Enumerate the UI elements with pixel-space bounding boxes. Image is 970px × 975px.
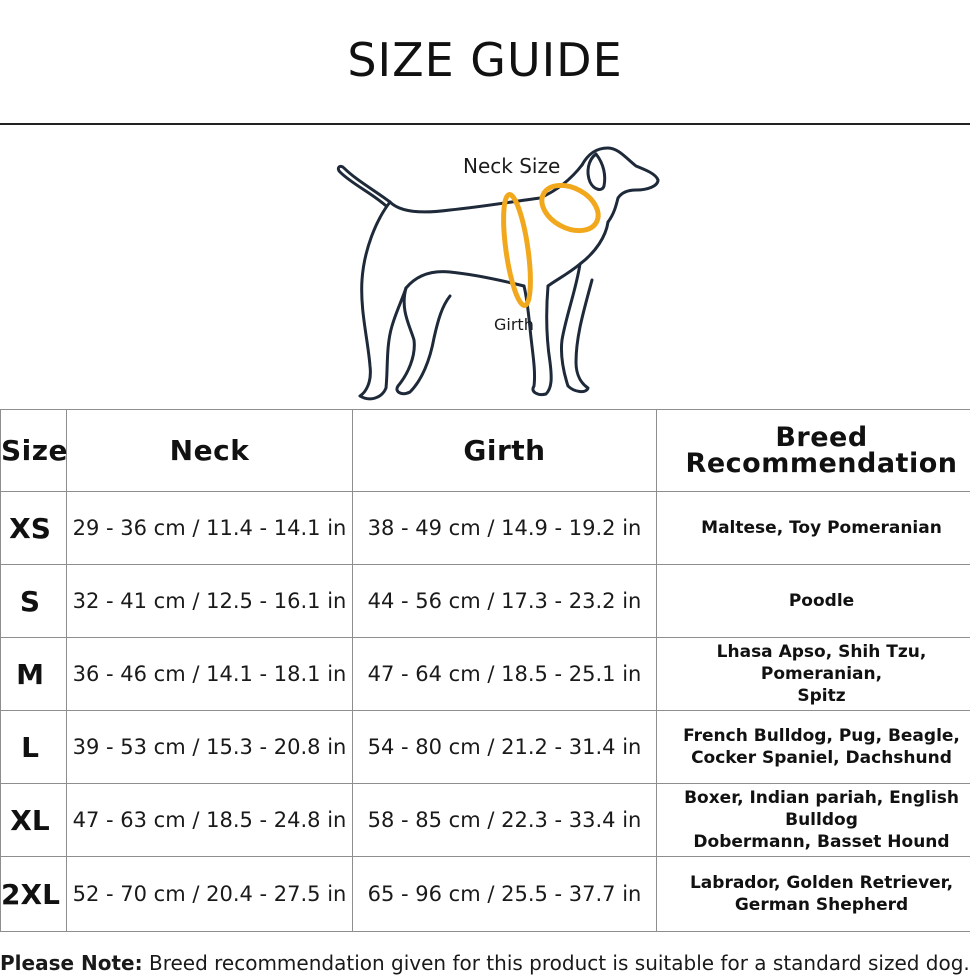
neck-cell: 52 - 70 cm / 20.4 - 27.5 in (67, 857, 353, 932)
header-girth: Girth (353, 410, 657, 492)
header-neck: Neck (67, 410, 353, 492)
breed-line: Dobermann, Basset Hound (657, 831, 970, 853)
girth-measure-band (498, 193, 535, 307)
breed-cell (657, 565, 970, 638)
breed-line: German Shepherd (657, 894, 970, 916)
table-row (1, 711, 970, 784)
girth-label: Girth (494, 315, 534, 334)
girth-cell: 54 - 80 cm / 21.2 - 31.4 in (353, 711, 657, 784)
size-value: L (1, 731, 59, 764)
neck-measure-band (534, 176, 606, 239)
table-row (1, 784, 970, 857)
breed-cell (657, 784, 970, 857)
size-cell (1, 492, 67, 565)
neck-cell: 39 - 53 cm / 15.3 - 20.8 in (67, 711, 353, 784)
size-guide-table (0, 409, 970, 932)
size-value: M (1, 658, 59, 691)
size-cell (1, 638, 67, 711)
dog-outline (338, 148, 658, 399)
table-row (1, 857, 970, 932)
neck-cell: 36 - 46 cm / 14.1 - 18.1 in (67, 638, 353, 711)
footnote-text: Breed recommendation given for this product is suitable for a standard sized dog. (143, 951, 970, 975)
girth-cell: 47 - 64 cm / 18.5 - 25.1 in (353, 638, 657, 711)
header-breed-line2: Recommendation (657, 451, 970, 477)
breed-cell (657, 711, 970, 784)
breed-cell (657, 638, 970, 711)
table-row (1, 638, 970, 711)
page-title: SIZE GUIDE (0, 30, 970, 90)
footnote-label: Please Note: (0, 951, 143, 975)
breed-line: Labrador, Golden Retriever, (657, 872, 970, 894)
size-cell (1, 711, 67, 784)
girth-cell: 65 - 96 cm / 25.5 - 37.7 in (353, 857, 657, 932)
neck-cell: 32 - 41 cm / 12.5 - 16.1 in (67, 565, 353, 638)
size-cell (1, 565, 67, 638)
table-row (1, 492, 970, 565)
table-header-row (1, 410, 970, 492)
size-value: S (1, 585, 59, 618)
header-size: Size (1, 410, 67, 492)
breed-line: Spitz (657, 685, 970, 707)
breed-line: Poodle (657, 590, 970, 612)
size-value: XS (1, 512, 59, 545)
breed-line: Lhasa Apso, Shih Tzu, Pomeranian, (657, 641, 970, 685)
header-breed (657, 410, 970, 492)
size-cell (1, 784, 67, 857)
size-cell (1, 857, 67, 932)
breed-line: French Bulldog, Pug, Beagle, (657, 725, 970, 747)
size-value: 2XL (1, 878, 59, 911)
table-row (1, 565, 970, 638)
breed-cell (657, 857, 970, 932)
breed-cell (657, 492, 970, 565)
breed-line: Boxer, Indian pariah, English Bulldog (657, 787, 970, 831)
title-divider (0, 123, 970, 125)
neck-size-label: Neck Size (463, 154, 560, 178)
girth-cell: 38 - 49 cm / 14.9 - 19.2 in (353, 492, 657, 565)
dog-measurement-diagram (330, 140, 670, 405)
girth-cell: 44 - 56 cm / 17.3 - 23.2 in (353, 565, 657, 638)
neck-cell: 29 - 36 cm / 11.4 - 14.1 in (67, 492, 353, 565)
girth-cell: 58 - 85 cm / 22.3 - 33.4 in (353, 784, 657, 857)
size-value: XL (1, 804, 59, 837)
breed-line: Cocker Spaniel, Dachshund (657, 747, 970, 769)
breed-line: Maltese, Toy Pomeranian (657, 517, 970, 539)
neck-cell: 47 - 63 cm / 18.5 - 24.8 in (67, 784, 353, 857)
footnote (0, 951, 970, 975)
header-breed-line1: Breed (657, 425, 970, 451)
